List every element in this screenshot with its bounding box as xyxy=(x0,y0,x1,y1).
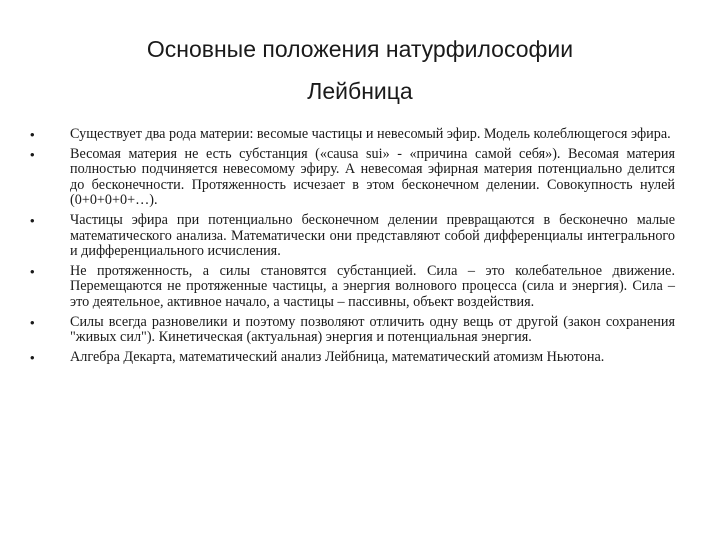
slide-title-line-2: Лейбница xyxy=(307,78,413,104)
bullet-item xyxy=(30,350,675,366)
bullet-icon: • xyxy=(30,349,35,365)
bullet-item xyxy=(30,315,675,346)
bullet-text: Частицы эфира при потенциально бесконечном делении превращаются в бесконечно малые математического анализа. Математически они представляют собой дифференциалы интегрального и дифференциального исчисления. xyxy=(70,211,675,260)
bullet-icon: • xyxy=(30,314,35,330)
bullet-item xyxy=(30,127,675,143)
bullet-item xyxy=(30,264,675,311)
bullet-text: Алгебра Декарта, математический анализ Лейбница, математический атомизм Ньютона. xyxy=(70,348,605,365)
bullet-text: Не протяженность, а силы становятся субстанцией. Сила – это колебательное движение. Перемещаются не протяженные частицы, а энергия волнового процесса (сила и энергия). Сила – это деятельное, активное начало, а частицы – пассивны, объект воздействия. xyxy=(70,262,675,310)
bullet-icon: • xyxy=(30,127,35,142)
bullet-text: Силы всегда разновелики и поэтому позволяют отличить одну вещь от другой (закон сохранения "живых сил"). Кинетическая (актуальная) энергия и потенциальная энергия. xyxy=(70,313,675,346)
bullet-icon: • xyxy=(30,146,35,162)
bullet-item xyxy=(30,213,675,260)
bullet-text: Весомая материя не есть субстанция («causa sui» - «причина самой себя»). Весомая материя полностью подчиняется невесомому эфиру. А невесомая эфирная материя потенциально делится до бесконечности. Протяженность исчезает в этом бесконечном делении. Совокупность нулей (0+0+0+0+…). xyxy=(70,145,675,209)
bullet-text: Существует два рода материи: весомые частицы и невесомый эфир. Модель колеблющегося эфира. xyxy=(70,126,671,142)
bullet-icon: • xyxy=(30,263,35,279)
bullet-item xyxy=(30,147,675,209)
slide-title-line-1: Основные положения натурфилософии xyxy=(146,36,574,62)
bullet-list xyxy=(30,127,675,369)
bullet-icon: • xyxy=(30,212,35,228)
